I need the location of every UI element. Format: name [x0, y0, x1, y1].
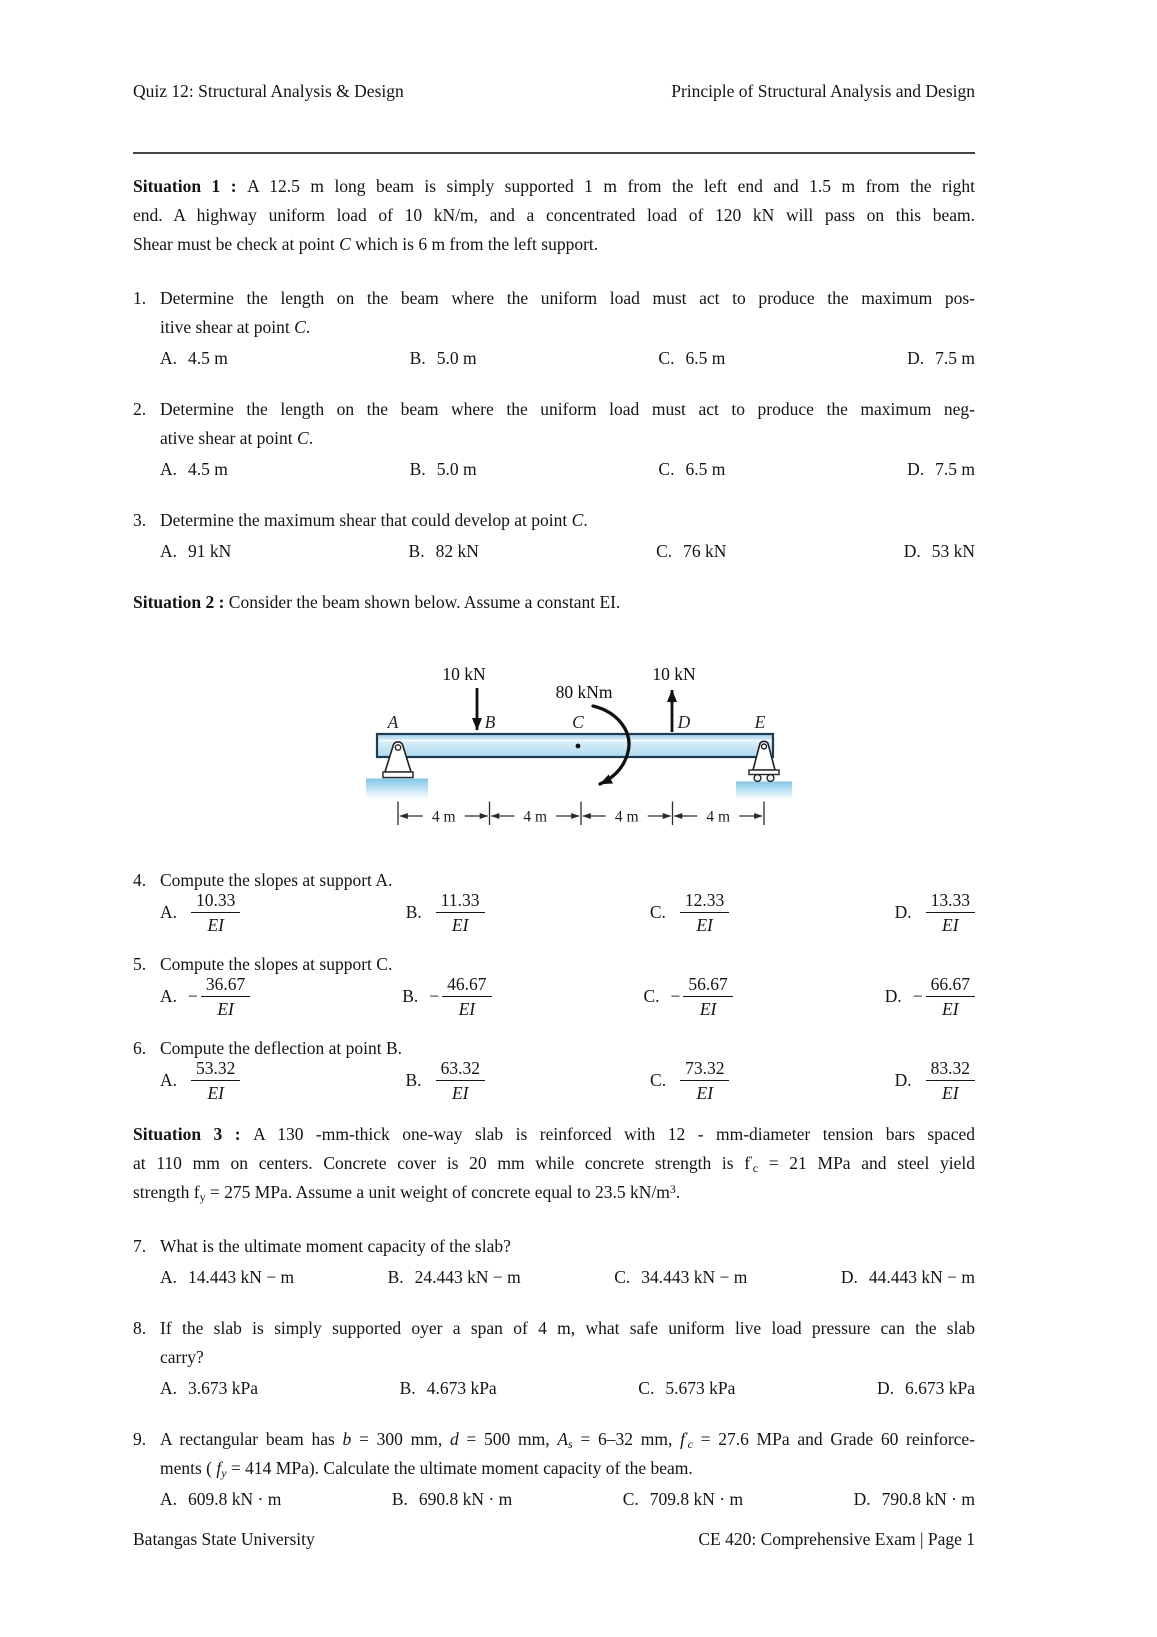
answer-option: [160, 1266, 294, 1289]
option-letter: D.: [853, 1489, 871, 1510]
question-9: [133, 1425, 975, 1511]
options-row: [160, 1266, 975, 1289]
question-text-line: If the slab is simply supported oyer a span of 4 m, what safe uniform live load pressure can the slab: [160, 1318, 975, 1339]
answer-option: [388, 1266, 521, 1289]
option-value: 7.5 m: [935, 459, 975, 480]
beam-label-a: A: [387, 712, 399, 733]
options-row: [160, 347, 975, 370]
header-left-title: Quiz 12: Structural Analysis & Design: [133, 81, 404, 101]
answer-option: [402, 973, 491, 1020]
answer-option: [409, 540, 479, 563]
option-letter: A.: [160, 986, 178, 1007]
question-6: [133, 1034, 975, 1104]
option-value: 790.8 kN · m: [881, 1489, 975, 1510]
option-letter: A.: [160, 541, 178, 562]
beam: [377, 734, 773, 757]
ground-right: [736, 782, 792, 800]
question-text-line: Compute the slopes at support A.: [160, 870, 393, 891]
option-letter: B.: [402, 986, 419, 1007]
option-letter: B.: [391, 1489, 408, 1510]
question-number: 4.: [133, 870, 147, 891]
option-value: 5.673 kPa: [665, 1378, 736, 1399]
question-text-line: A rectangular beam has b = 300 mm, d = 500 mm, $A_s = 6-32$ mm, $f'_c = 27.6$ MPa and Grade 60 reinforce-: [160, 1428, 976, 1451]
numerator: 53.32: [191, 1057, 240, 1081]
beam-label-d: D: [677, 712, 691, 733]
option-value: 14.443 kN − m: [188, 1267, 295, 1288]
dim-label: 4 m: [431, 808, 456, 826]
numerator: 66.67: [926, 973, 975, 997]
option-sign: −: [188, 986, 198, 1007]
options-row: [160, 1488, 975, 1511]
question-1: [133, 284, 975, 370]
option-letter: C.: [643, 986, 660, 1007]
option-letter: D.: [907, 459, 925, 480]
option-letter: B.: [409, 348, 426, 369]
load-left-label: 10 kN: [442, 664, 486, 685]
denominator: EI: [207, 915, 224, 936]
option-letter: C.: [622, 1489, 639, 1510]
answer-option: [643, 973, 732, 1020]
option-letter: B.: [399, 1378, 416, 1399]
option-letter: C.: [658, 348, 675, 369]
denominator: EI: [696, 1083, 714, 1104]
option-letter: D.: [894, 1070, 912, 1091]
denominator: EI: [942, 915, 959, 936]
numerator: 73.32: [680, 1057, 729, 1081]
denominator: EI: [699, 999, 717, 1020]
numerator: 13.33: [926, 889, 975, 913]
numerator: 12.33: [680, 889, 729, 913]
option-letter: C.: [656, 541, 673, 562]
question-text-line: carry?: [160, 1347, 204, 1368]
option-letter: D.: [903, 541, 921, 562]
options-row: [160, 1377, 975, 1400]
option-value: 82 kN: [435, 541, 479, 562]
header-right-title: Principle of Structural Analysis and Design: [671, 81, 975, 101]
question-number: 3.: [133, 510, 147, 531]
situation-3-line: at 110 mm on centers. Concrete cover is 20 mm while concrete strength is $f'_c = 21$ MPa and steel yield: [133, 1152, 975, 1175]
option-letter: D.: [884, 986, 902, 1007]
dim-label: 4 m: [523, 808, 548, 826]
question-3: [133, 506, 975, 563]
option-letter: A.: [160, 1378, 178, 1399]
question-text-line: Compute the slopes at support C.: [160, 954, 393, 975]
question-text-line: What is the ultimate moment capacity of the slab?: [160, 1236, 511, 1257]
footer-right: CE 420: Comprehensive Exam | Page 1: [698, 1529, 975, 1549]
option-letter: B.: [387, 1267, 404, 1288]
roller-wheel: [767, 775, 774, 782]
question-number: 2.: [133, 399, 147, 420]
option-value: 4.673 kPa: [426, 1378, 497, 1399]
situation-1-line: Shear must be check at point C which is 6 m from the left support.: [133, 234, 599, 255]
option-letter: C.: [614, 1267, 631, 1288]
options-row: [160, 973, 975, 1020]
option-value: 76 kN: [683, 541, 727, 562]
option-sign: −: [429, 986, 440, 1007]
option-letter: C.: [638, 1378, 655, 1399]
denominator: EI: [458, 999, 476, 1020]
answer-option: [650, 1057, 729, 1104]
question-8: [133, 1314, 975, 1400]
denominator: EI: [942, 1083, 959, 1104]
option-value: 609.8 kN · m: [188, 1489, 282, 1510]
options-row: [160, 1057, 975, 1104]
option-letter: A.: [160, 902, 178, 923]
answer-option: [895, 889, 975, 936]
option-value: 44.443 kN − m: [868, 1267, 975, 1288]
option-value: 53 kN: [931, 541, 975, 562]
answer-option: [907, 458, 975, 481]
option-letter: B.: [405, 1070, 422, 1091]
option-value: 690.8 kN · m: [418, 1489, 513, 1510]
option-letter: A.: [160, 348, 178, 369]
answer-option: [410, 458, 477, 481]
option-letter: D.: [894, 902, 912, 923]
situation-1: [133, 172, 975, 259]
answer-option: [160, 1488, 281, 1511]
question-text-line: ative shear at point C.: [160, 428, 314, 449]
answer-option: [400, 1377, 497, 1400]
dim-label: 4 m: [706, 808, 731, 826]
options-row: [160, 540, 975, 563]
question-2: [133, 395, 975, 481]
answer-option: [854, 1488, 975, 1511]
option-letter: D.: [840, 1267, 858, 1288]
option-value: 34.443 kN − m: [641, 1267, 748, 1288]
beam-label-e: E: [754, 712, 766, 733]
fraction: [926, 889, 975, 936]
answer-option: [656, 540, 726, 563]
answer-option: [877, 1377, 975, 1400]
denominator: EI: [451, 915, 469, 936]
answer-option: [650, 889, 729, 936]
answer-option: [638, 1377, 735, 1400]
answer-option: [160, 889, 240, 936]
beam-label-c: C: [572, 712, 584, 733]
question-text-line: itive shear at point C.: [160, 317, 311, 338]
ground-left: [366, 779, 428, 799]
option-sign: −: [912, 986, 923, 1007]
question-text-line: Determine the length on the beam where the uniform load must act to produce the maximum neg-: [160, 399, 975, 420]
numerator: 63.32: [436, 1057, 485, 1081]
option-value: 6.5 m: [685, 348, 726, 369]
situation-1-line: end. A highway uniform load of 10 kN/m, and a concentrated load of 120 kN will pass on this beam.: [133, 205, 975, 226]
fraction: [680, 889, 729, 936]
options-row: [160, 458, 975, 481]
answer-option: [614, 1266, 747, 1289]
footer-left: Batangas State University: [133, 1529, 315, 1549]
header-divider-rule: [133, 152, 975, 154]
option-letter: D.: [907, 348, 925, 369]
question-number: 1.: [133, 288, 147, 309]
option-letter: B.: [405, 902, 422, 923]
question-5: [133, 950, 975, 1020]
answer-option: [658, 458, 725, 481]
options-row: [160, 889, 975, 936]
fraction: [926, 1057, 975, 1104]
situation-2: [133, 588, 975, 617]
question-number: 8.: [133, 1318, 147, 1339]
fraction: [680, 1057, 729, 1104]
fraction: [442, 973, 491, 1020]
option-letter: B.: [409, 459, 426, 480]
page-footer: [133, 1528, 975, 1550]
option-value: 4.5 m: [188, 459, 228, 480]
option-letter: C.: [650, 1070, 667, 1091]
roller-wheel: [754, 775, 761, 782]
situation-3: [133, 1120, 975, 1207]
fraction: [191, 889, 240, 936]
numerator: 56.67: [683, 973, 732, 997]
answer-option: [160, 540, 231, 563]
answer-option: [841, 1266, 975, 1289]
numerator: 10.33: [191, 889, 240, 913]
numerator: 46.67: [442, 973, 491, 997]
numerator: 11.33: [436, 889, 485, 913]
fraction: [436, 889, 485, 936]
load-right-label: 10 kN: [652, 664, 696, 685]
denominator: EI: [942, 999, 959, 1020]
denominator: EI: [217, 999, 234, 1020]
answer-option: [895, 1057, 975, 1104]
question-text-line: Determine the length on the beam where the uniform load must act to produce the maximum pos-: [160, 288, 975, 309]
option-letter: C.: [658, 459, 675, 480]
situation-3-line: Situation 3 : A 130 -mm-thick one-way slab is reinforced with 12 - mm-diameter tension bars spaced: [133, 1124, 975, 1145]
numerator: 83.32: [926, 1057, 975, 1081]
question-text-line: ments ( $f_y = 414$ MPa). Calculate the ultimate moment capacity of the beam.: [160, 1458, 693, 1480]
answer-option: [160, 973, 250, 1020]
answer-option: [406, 1057, 485, 1104]
option-value: 4.5 m: [188, 348, 228, 369]
question-number: 5.: [133, 954, 147, 975]
answer-option: [160, 458, 228, 481]
answer-option: [904, 540, 975, 563]
situation-2-line: Situation 2 : Consider the beam shown below. Assume a constant EI.: [133, 592, 621, 613]
option-value: 5.0 m: [436, 348, 477, 369]
option-value: 7.5 m: [935, 348, 975, 369]
option-letter: A.: [160, 1489, 178, 1510]
beam-diagram-svg: [340, 644, 800, 836]
answer-option: [410, 347, 477, 370]
answer-option: [406, 889, 485, 936]
option-letter: A.: [160, 1070, 178, 1091]
answer-option: [658, 347, 725, 370]
option-letter: A.: [160, 459, 178, 480]
denominator: EI: [451, 1083, 469, 1104]
beam-label-b: B: [484, 712, 496, 733]
option-letter: C.: [649, 902, 666, 923]
page-header: [133, 0, 975, 102]
fraction: [926, 973, 975, 1020]
fraction: [683, 973, 732, 1020]
question-text-line: Determine the maximum shear that could develop at point C.: [160, 510, 588, 531]
fraction: [191, 1057, 240, 1104]
option-letter: B.: [408, 541, 425, 562]
option-value: 5.0 m: [436, 459, 477, 480]
question-number: 7.: [133, 1236, 147, 1257]
situation-3-line: strength $f_y = 275$ MPa. Assume a unit weight of concrete equal to 23.5 $kN/m^3$.: [133, 1181, 681, 1204]
question-text-line: Compute the deflection at point B.: [160, 1038, 403, 1059]
answer-option: [160, 1377, 258, 1400]
beam-diagram: [340, 644, 800, 836]
answer-option: [907, 347, 975, 370]
question-4: [133, 866, 975, 936]
option-value: 3.673 kPa: [188, 1378, 259, 1399]
option-value: 6.5 m: [685, 459, 726, 480]
answer-option: [392, 1488, 512, 1511]
question-number: 6.: [133, 1038, 147, 1059]
moment-label: 80 kNm: [555, 682, 613, 703]
situation-1-line: Situation 1 : A 12.5 m long beam is simply supported 1 m from the left end and 1.5 m from the right: [133, 176, 975, 197]
option-value: 709.8 kN · m: [649, 1489, 744, 1510]
option-sign: −: [670, 986, 681, 1007]
fraction: [436, 1057, 485, 1104]
option-value: 91 kN: [188, 541, 232, 562]
point-c-dot: [576, 744, 581, 749]
option-letter: A.: [160, 1267, 178, 1288]
fraction: [201, 973, 250, 1020]
option-value: 24.443 kN − m: [414, 1267, 521, 1288]
answer-option: [623, 1488, 743, 1511]
option-letter: D.: [876, 1378, 894, 1399]
denominator: EI: [696, 915, 713, 936]
answer-option: [160, 347, 228, 370]
answer-option: [885, 973, 975, 1020]
answer-option: [160, 1057, 240, 1104]
question-7: [133, 1232, 975, 1289]
dim-label: 4 m: [614, 808, 639, 826]
question-number: 9.: [133, 1429, 147, 1450]
numerator: 36.67: [201, 973, 250, 997]
option-value: 6.673 kPa: [904, 1378, 975, 1399]
denominator: EI: [207, 1083, 224, 1104]
